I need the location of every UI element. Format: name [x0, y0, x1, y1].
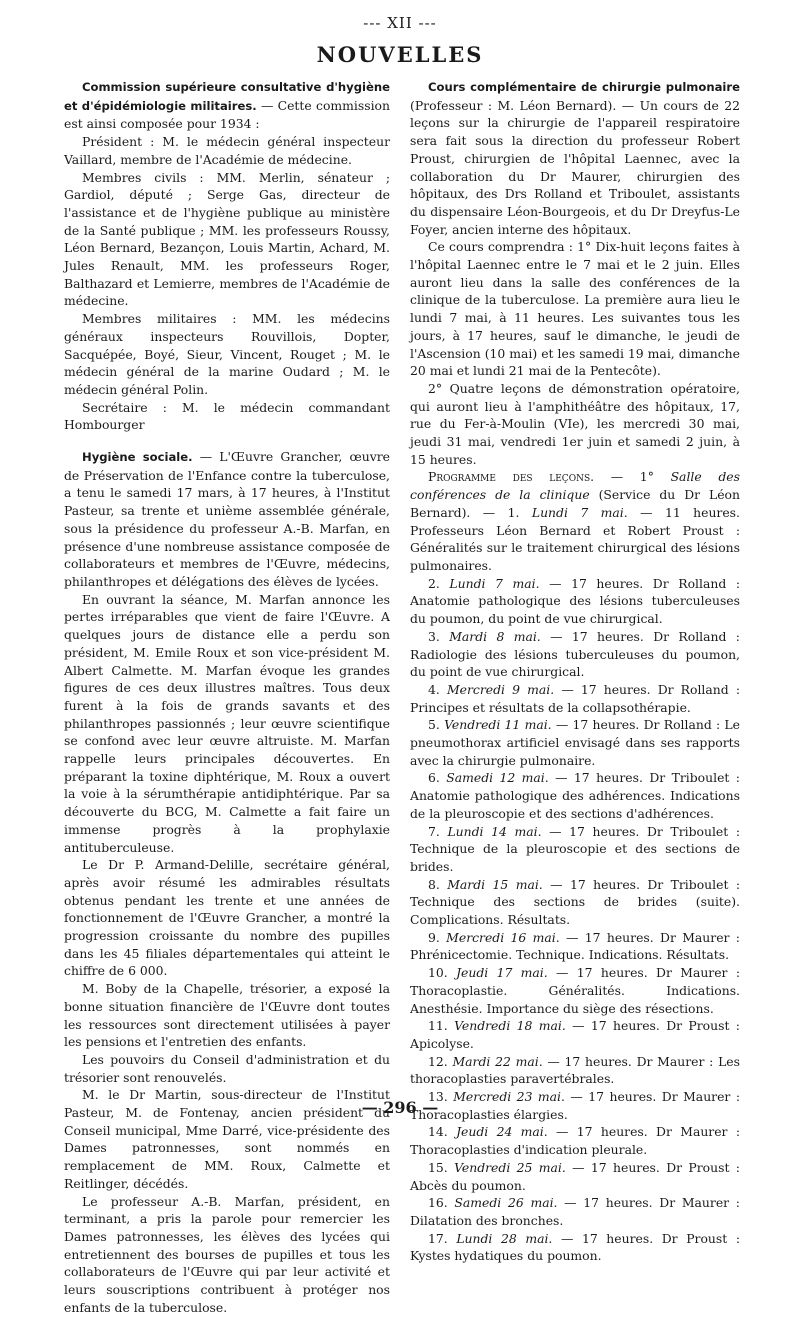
paragraph: Hygiène sociale. — L'Œuvre Grancher, œuvre de Préservation de l'Enfance contre la tuberculose, a tenu le samedi 17 mars, à 17 heures, à l'Institut Pasteur, sa trente et unième assemblée générale, sous la présidence du professeur A.-B. Marfan, en présence d'une nombreuse assistance composée de collaborateurs et membres de l'Œuvre, médecins, philanthropes et délégations des élèves de lycées.	[64, 449, 390, 589]
left-column	[64, 78, 390, 1317]
lesson-item: 11. Vendredi 18 mai. — 17 heures. Dr Proust : Apicolyse.	[410, 1018, 740, 1051]
paragraph: Programme des leçons. — 1° Salle des conférences de la clinique (Service du Dr Léon Bernard). — 1. Lundi 7 mai. — 11 heures. Professeurs Léon Bernard et Robert Proust : Généralités sur le traitement chirurgical des lésions pulmonaires.	[410, 469, 740, 573]
lesson-item: 7. Lundi 14 mai. — 17 heures. Dr Triboulet : Technique de la pleuroscopie et des sections de brides.	[410, 823, 741, 874]
paragraph: En ouvrant la séance, M. Marfan annonce les pertes irréparables que vient de faire l'Œuvre. A quelques jours de distance elle a perdu son président, M. Emile Roux et son vice-président M. Albert Calmette. M. Marfan évoque les grandes figures de ces deux illustres maîtres. Tous deux furent à la fois de grands savants et des philanthropes passionnés ; leur œuvre scientifique se confond avec leur œuvre altruiste. M. Marfan rappelle leurs principales découvertes. En préparant la toxine diphtérique, M. Roux a ouvert la voie à la sérumthérapie antidiphtérique. Par sa découverte du BCG, M. Calmette a fait faire un immense progrès à la prophylaxie antituberculeuse.	[64, 591, 390, 855]
section-gap	[64, 434, 390, 448]
paragraph: Ce cours comprendra : 1° Dix-huit leçons faites à l'hôpital Laennec entre le 7 mai et le 2 juin. Elles auront lieu dans la salle des conférences de la clinique de la tuberculose. La première aura lieu le lundi 7 mai, à 11 heures. Les suivantes tous les jours, à 17 heures, sauf le dimanche, le jeudi de l'Ascension (10 mai) et les samedi 19 mai, dimanche 20 mai et lundi 21 mai de la Pentecôte).	[410, 239, 740, 379]
page-title: NOUVELLES	[316, 42, 484, 67]
lesson-item: 15. Vendredi 25 mai. — 17 heures. Dr Proust : Abcès du poumon.	[410, 1159, 740, 1193]
section-heading: Hygiène sociale.	[82, 450, 193, 465]
lesson-item: 14. Jeudi 24 mai. — 17 heures. Dr Maurer : Thoracoplasties d'indication pleurale.	[410, 1124, 740, 1158]
paragraph: M. le Dr Martin, sous-directeur de l'Institut Pasteur, M. de Fontenay, ancien président du Conseil municipal, Mme Darré, vice-présidente des Dames patronnesses, sont nommés en remplacement de MM. Roux, Calmette et Reitlinger, décédés.	[64, 1087, 390, 1191]
right-column	[410, 78, 740, 1265]
paragraph: M. Boby de la Chapelle, trésorier, a exposé la bonne situation financière de l'Œuvre dont toutes les ressources sont directement utilisées à payer les pensions et l'entretien des enfants.	[64, 981, 390, 1050]
paragraph: Le professeur A.-B. Marfan, président, en terminant, a pris la parole pour remercier les Dames patronnesses, les élèves des lycées qui entretiennent des bourses de pupilles et tous les collaborateurs de l'Œuvre qui par leur activité et leurs souscriptions contribuent à protéger nos enfants de la tuberculose.	[64, 1193, 390, 1315]
paragraph: Commission supérieure consultative d'hygiène et d'épidémiologie militaires. — Cette commission est ainsi composée pour 1934 :	[64, 80, 390, 132]
lesson-item: 17. Lundi 28 mai. — 17 heures. Dr Proust : Kystes hydatiques du poumon.	[410, 1230, 740, 1264]
paragraph: Membres militaires : MM. les médecins généraux inspecteurs Rouvillois, Dopter, Sacquépée, Boyé, Sieur, Vincent, Rouget ; M. le médecin général de la marine Oudard ; M. le médecin général Polin.	[64, 311, 390, 397]
lesson-item: 5. Vendredi 11 mai. — 17 heures. Dr Rolland : Le pneumothorax artificiel envisagé dans ses rapports avec la chirurgie pulmonaire.	[410, 717, 740, 768]
lesson-item: 2. Lundi 7 mai. — 17 heures. Dr Rolland : Anatomie pathologique des lésions tuberculeuses du poumon, du point de vue chirurgical.	[410, 575, 740, 627]
paragraph: Membres civils : MM. Merlin, sénateur ; Gardiol, député ; Serge Gas, directeur de l'assistance et de l'hygiène publique au ministère de la Santé publique ; MM. les professeurs Roussy, Léon Bernard, Bezançon, Louis Martin, Achard, M. Jules Renault, MM. les professeurs Roger, Balthazard et Lemierre, membres de l'Académie de médecine.	[64, 169, 390, 309]
lesson-item: 16. Samedi 26 mai. — 17 heures. Dr Maurer : Dilatation des bronches.	[410, 1195, 740, 1228]
paragraph: Le Dr P. Armand-Delille, secrétaire général, après avoir résumé les admirables résultats obtenus pendant les trente et une années de fonctionnement de l'Œuvre Grancher, a montré la progression croissante du nombre des pupilles dans les 45 filiales départementales qui atteint le chiffre de 6 000.	[64, 857, 390, 979]
roman-page-number: --- XII ---	[363, 14, 437, 32]
lesson-item: 6. Samedi 12 mai. — 17 heures. Dr Triboulet : Anatomie pathologique des adhérences. Indications de la pleuroscopie et des sections d'adhérences.	[410, 770, 740, 821]
lesson-item: 8. Mardi 15 mai. — 17 heures. Dr Triboulet : Technique des sections de brides (suite). Complications. Résultats.	[410, 876, 740, 928]
paragraph: Les pouvoirs du Conseil d'administration et du trésorier sont renouvelés.	[64, 1051, 390, 1085]
paragraph: Président : M. le médecin général inspecteur Vaillard, membre de l'Académie de médecine.	[64, 134, 390, 167]
page-number: — 296 —	[361, 1098, 439, 1117]
lesson-item: 4. Mercredi 9 mai. — 17 heures. Dr Rolland : Principes et résultats de la collapsothérapie.	[410, 681, 740, 715]
lesson-item: 10. Jeudi 17 mai. — 17 heures. Dr Maurer : Thoracoplastie. Généralités. Indications. Anesthésie. Importance du siège des résections.	[410, 965, 740, 1016]
section-heading: Cours complémentaire de chirurgie pulmonaire	[428, 80, 740, 94]
paragraph: Secrétaire : M. le médecin commandant Hombourger	[64, 399, 390, 433]
paragraph: 2° Quatre leçons de démonstration opératoire, qui auront lieu à l'amphithéâtre des hôpitaux, 17, rue du Fer-à-Moulin (VIe), les mercredi 30 mai, jeudi 31 mai, vendredi 1er juin et samedi 2 juin, à 15 heures.	[410, 380, 740, 467]
lesson-item: 9. Mercredi 16 mai. — 17 heures. Dr Maurer : Phrénicectomie. Technique. Indications. Résultats.	[410, 929, 740, 963]
paragraph: Cours complémentaire de chirurgie pulmonaire (Professeur : M. Léon Bernard). — Un cours de 22 leçons sur la chirurgie de l'appareil respiratoire sera fait sous la direction du professeur Robert Proust, chirurgien de l'hôpital Laennec, avec la collaboration du Dr Maurer, chirurgien des hôpitaux, des Drs Rolland et Triboulet, assistants du dispensaire Léon-Bourgeois, et du Dr Dreyfus-Le Foyer, ancien interne des hôpitaux.	[410, 80, 740, 237]
section-heading: Commission supérieure consultative d'hygiène et d'épidémiologie militaires.	[64, 80, 390, 113]
lesson-list	[410, 575, 740, 1265]
lesson-item: 13. Mercredi 23 mai. — 17 heures. Dr Maurer : Thoracoplasties élargies.	[410, 1089, 740, 1122]
lesson-item: 3. Mardi 8 mai. — 17 heures. Dr Rolland : Radiologie des lésions tuberculeuses du poumon, du point de vue chirurgical.	[410, 628, 740, 680]
lesson-item: 12. Mardi 22 mai. — 17 heures. Dr Maurer : Les thoracoplasties paravertébrales.	[410, 1053, 740, 1087]
